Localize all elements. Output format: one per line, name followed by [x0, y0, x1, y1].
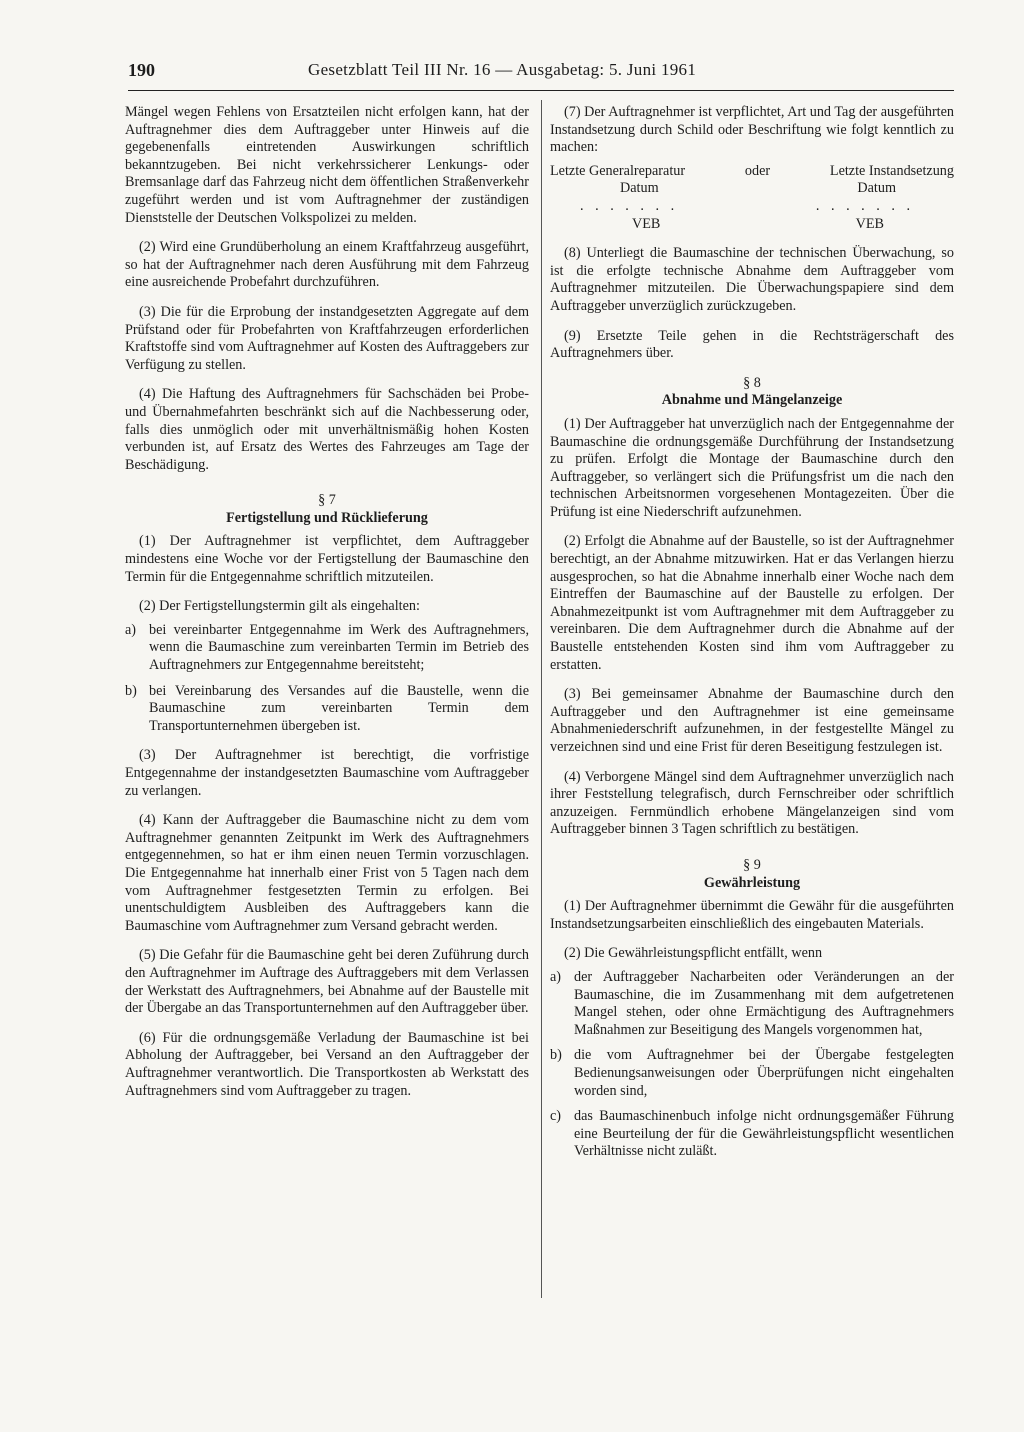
- list-item: [125, 622, 529, 675]
- column-divider: [541, 100, 542, 1298]
- label-template: [550, 163, 954, 233]
- paragraph: (1) Der Auftragnehmer ist verpflichtet, dem Auftraggeber mindestens eine Woche vor der Fertigstellung der Baumaschine den Termin für die Entgegennahme schriftlich mitzuteilen.: [125, 533, 529, 585]
- list-label: a): [550, 968, 562, 985]
- template-veb-right: VEB: [855, 215, 884, 232]
- template-datum-right: Datum: [857, 180, 896, 197]
- paragraph: (4) Verborgene Mängel sind dem Auftragnehmer unverzüglich nach ihrer Feststellung telegrafisch, durch Fernschreiber oder schriftlich anzuzeigen. Fernmündlich erhobene Mängelanzeigen sind vom Auftraggeber binnen 3 Tagen schriftlich zu bestätigen.: [550, 768, 954, 838]
- template-left-title: Letzte Generalreparatur: [550, 162, 686, 179]
- list-label: b): [125, 682, 137, 699]
- page-header: [128, 60, 952, 86]
- list-label: c): [550, 1108, 562, 1125]
- left-column: [125, 104, 529, 1112]
- list-item: [125, 683, 529, 736]
- running-title: Gesetzblatt Teil III Nr. 16 — Ausgabetag: 5. Juni 1961: [308, 60, 697, 79]
- template-veb-left: VEB: [632, 215, 661, 232]
- section-title: Abnahme und Mängelanzeige: [661, 392, 843, 409]
- template-dots-right: . . . . . . .: [815, 197, 914, 214]
- template-datum-left: Datum: [620, 180, 659, 197]
- list-text: bei Vereinbarung des Versandes auf die Baustelle, wenn die Baumaschine zum vereinbarten Termin dem Transportunternehmen übergeben ist.: [149, 682, 529, 734]
- paragraph: (1) Der Auftraggeber hat unverzüglich nach der Entgegennahme der Baumaschine die ordnungsgemäße Durchführung der Instandsetzung zu prüfen. Erfolgt die Montage der Baumaschine durch den Auftraggeber, so verlängert sich die Prüfungsfrist um die nach den technischen Arbeitsnormen vorgesehenen Montagezeiten. Über die Prüfung ist eine Niederschrift aufzunehmen.: [550, 415, 954, 520]
- section-number: § 9: [743, 856, 761, 873]
- right-column: [550, 104, 954, 1169]
- list-text: die vom Auftragnehmer bei der Übergabe festgelegten Bedienungsanweisungen oder Überprüfungen nicht eingehalten worden sind,: [574, 1047, 954, 1099]
- paragraph: Mängel wegen Fehlens von Ersatzteilen nicht erfolgen kann, hat der Auftragnehmer dies dem Auftraggeber unter Hinweis auf die gegebenenfalls eintretenden Auswirkungen schriftlich bekanntzugeben. Bei nicht verkehrssicherer Lenkungs- oder Bremsanlage darf das Fahrzeug nicht dem öffentlichen Straßenverkehr zugeführt werden und ist vom Auftragnehmer der zuständigen Dienststelle der Deutschen Volkspolizei zu melden.: [125, 104, 529, 226]
- paragraph: (5) Die Gefahr für die Baumaschine geht bei deren Zuführung durch den Auftragnehmer im Auftrage des Auftraggebers mit dem Verlassen der Werkstatt des Auftragnehmers, bei Abnahme auf der Baustelle mit der Übergabe an das Transportunternehmen auf den Auftraggeber über.: [125, 947, 529, 1017]
- paragraph: (2) Die Gewährleistungspflicht entfällt, wenn: [564, 945, 823, 962]
- header-rule: [128, 90, 954, 91]
- paragraph: (1) Der Auftragnehmer übernimmt die Gewähr für die ausgeführten Instandsetzungsarbeiten einschließlich des eingebauten Materials.: [550, 898, 954, 932]
- list-text: bei vereinbarter Entgegennahme im Werk des Auftragnehmers, wenn die Baumaschine zum vereinbarten Termin im Betrieb des Auftragnehmers zur Entgegennahme bereitsteht;: [149, 621, 529, 674]
- list-item: [550, 1108, 954, 1161]
- paragraph: (3) Der Auftragnehmer ist berechtigt, die vorfristige Entgegennahme der instandgesetzten Baumaschine vom Auftraggeber zu verlangen.: [125, 747, 529, 799]
- section-title: Fertigstellung und Rücklieferung: [226, 509, 428, 526]
- list-item: [550, 1047, 954, 1100]
- template-right-title: Letzte Instandsetzung: [829, 162, 954, 179]
- list-label: a): [125, 621, 137, 638]
- page-number: 190: [128, 60, 155, 80]
- section-title: Gewährleistung: [703, 874, 801, 891]
- paragraph: (2) Wird eine Grundüberholung an einem Kraftfahrzeug ausgeführt, so hat der Auftragnehmer nach deren Ausführung mit dem Fahrzeug eine ausreichende Probefahrt durchzuführen.: [125, 239, 529, 291]
- template-or: oder: [744, 162, 771, 179]
- paragraph: (4) Kann der Auftraggeber die Baumaschine nicht zu dem vom Auftragnehmer genannten Zeitpunkt im Werk des Auftragnehmers entgegennehmen, so hat er ihm einen neuen Termin vorzuschlagen. Die Entgegennahme hat innerhalb einer Frist von 5 Tagen nach dem vom Auftragnehmer festgesetzten Termin zu erfolgen. Bei unentschuldigtem Ausbleiben des Auftraggebers kann die Baumaschine vom Auftragnehmer zum Versand gebracht werden.: [125, 812, 529, 934]
- template-dots-left: . . . . . . .: [580, 197, 679, 214]
- paragraph: (7) Der Auftragnehmer ist verpflichtet, Art und Tag der ausgeführten Instandsetzung durch Schild oder Beschriftung wie folgt kenntlich zu machen:: [550, 104, 954, 156]
- list-item: [550, 969, 954, 1039]
- section-number: § 7: [318, 492, 336, 509]
- list-text: der Auftraggeber Nacharbeiten oder Veränderungen an der Baumaschine, die im Zusammenhang mit dem aufgetretenen Mangel stehen, oder ohne Ermächtigung des Auftragnehmers Maßnahmen zur Beseitigung des Mangels vorgenommen hat,: [574, 968, 954, 1038]
- paragraph: (4) Die Haftung des Auftragnehmers für Sachschäden bei Probe- und Übernahmefahrten beschränkt sich auf die Nachbesserung oder, falls dies unmöglich oder mit unverhältnismäßig hohen Kosten verbunden ist, auf Ersatz des Wertes des Fahrzeuges am Tage der Beschädigung.: [125, 386, 529, 473]
- paragraph: (2) Der Fertigstellungstermin gilt als eingehalten:: [139, 598, 420, 615]
- paragraph: (6) Für die ordnungsgemäße Verladung der Baumaschine ist bei Abholung der Auftraggeber, bei Versand an den Auftraggeber der Auftragnehmer verantwortlich. Die Transportkosten ab Werkstatt des Auftragnehmers sind vom Auftraggeber zu tragen.: [125, 1029, 529, 1099]
- paragraph: (8) Unterliegt die Baumaschine der technischen Überwachung, so ist die erfolgte technische Abnahme dem Auftraggeber vom Auftragnehmer mitzuteilen. Die Überwachungspapiere sind dem Auftraggeber unverzüglich zurückzugeben.: [550, 245, 954, 314]
- paragraph: (3) Bei gemeinsamer Abnahme der Baumaschine durch den Auftraggeber und den Auftragnehmer ist eine gemeinsame Abnahmeniederschrift aufzunehmen, in der festgestellte Mängel zu verzeichnen sind und eine Frist für deren Beseitigung festzulegen ist.: [550, 686, 954, 755]
- paragraph: (9) Ersetzte Teile gehen in die Rechtsträgerschaft des Auftragnehmers über.: [550, 327, 954, 362]
- section-number: § 8: [743, 374, 761, 391]
- paragraph: (3) Die für die Erprobung der instandgesetzten Aggregate auf dem Prüfstand oder für Probefahrten von Kraftfahrzeugen erforderlichen Kraftstoffe sind vom Auftragnehmer auf Kosten des Auftraggebers zur Verfügung zu stellen.: [125, 303, 529, 373]
- list-label: b): [550, 1047, 562, 1064]
- paragraph: (2) Erfolgt die Abnahme auf der Baustelle, so ist der Auftragnehmer berechtigt, an der Abnahme mitzuwirken. Hat er das Verlangen hierzu ausgesprochen, so hat die Abnahme innerhalb einer Woche nach dem Eintreffen der Baumaschine auf der Baustelle zu erfolgen. Der Abnahmezeitpunkt ist vom Auftragnehmer mit dem Auftraggeber zu vereinbaren. Die dem Auftragnehmer durch die Abnahme auf der Baustelle entstehenden Kosten sind ihm vom Auftraggeber zu erstatten.: [550, 533, 954, 673]
- list-text: das Baumaschinenbuch infolge nicht ordnungsgemäßer Führung eine Beurteilung der für die Gewährleistungspflicht wesentlichen Verhältnisse nicht zuläßt.: [574, 1108, 954, 1160]
